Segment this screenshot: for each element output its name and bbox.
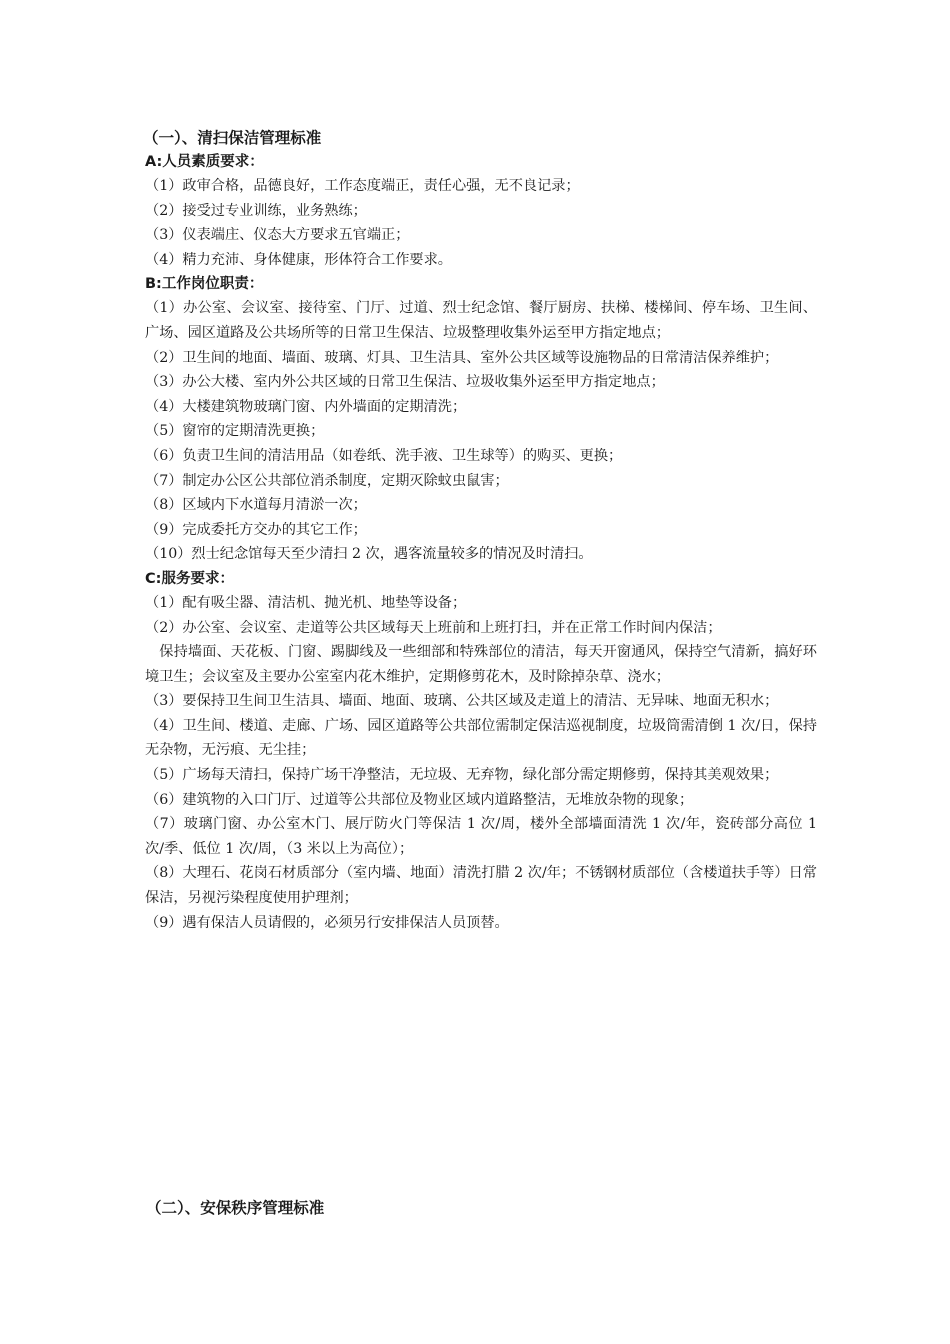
- part-b-item: （9）完成委托方交办的其它工作；: [145, 521, 367, 538]
- part-c-heading: C:服务要求：: [145, 570, 234, 587]
- part-b-item: （7）制定办公区公共部位消杀制度，定期灭除蚊虫鼠害；: [145, 472, 509, 489]
- part-c-item: （3）要保持卫生间卫生洁具、墙面、地面、玻璃、公共区域及走道上的清洁、无异味、地面无积水；: [145, 693, 779, 710]
- part-a-item: （1）政审合格，品德良好，工作态度端正，责任心强，无不良记录；: [145, 178, 580, 194]
- part-c-item: （9）遇有保洁人员请假的，必须另行安排保洁人员顶替。: [145, 914, 509, 931]
- part-b-item: （2）卫生间的地面、墙面、玻璃、灯具、卫生洁具、室外公共区域等设施物品的日常清洁保养维护；: [145, 349, 779, 366]
- part-b-item: （5）窗帘的定期清洗更换；: [145, 423, 325, 440]
- part-c-item: （7）玻璃门窗、办公室木门、展厅防火门等保洁 1 次/周，楼外全部墙面清洗 1 次/年，瓷砖部分高位 1 次/季、低位 1 次/周，（3 米以上为高位）；: [145, 816, 817, 857]
- part-b-item: （3）办公大楼、室内外公共区域的日常卫生保洁、垃圾收集外运至甲方指定地点；: [145, 374, 665, 391]
- part-c-item: （4）卫生间、楼道、走廊、广场、园区道路等公共部位需制定保洁巡视制度，垃圾筒需清倒 1 次/日，保持无杂物，无污痕、无尘挂；: [145, 717, 817, 759]
- part-b-item: （8）区域内下水道每月清淤一次；: [145, 497, 367, 514]
- part-b-item: （4）大楼建筑物玻璃门窗、内外墙面的定期清洗；: [145, 398, 467, 415]
- part-a-item: （4）精力充沛、身体健康，形体符合工作要求。: [145, 251, 452, 268]
- part-c-item: （8）大理石、花岗石材质部分（室内墙、地面）清洗打腊 2 次/年；不锈钢材质部位（含楼道扶手等）日常保洁，另视污染程度使用护理剂；: [145, 865, 817, 907]
- part-c-item: （5）广场每天清扫，保持广场干净整洁，无垃圾、无弃物，绿化部分需定期修剪，保持其美观效果；: [145, 767, 779, 784]
- part-b-item: （6）负责卫生间的清洁用品（如卷纸、洗手液、卫生球等）的购买、更换；: [145, 447, 623, 464]
- part-c-item: （2）办公室、会议室、走道等公共区域每天上班前和上班打扫，并在正常工作时间内保洁；: [145, 619, 722, 636]
- section-2-title: （二）、安保秩序管理标准: [146, 1199, 325, 1217]
- part-c-item: 保持墙面、天花板、门窗、踢脚线及一些细部和特殊部位的清洁，每天开窗通风，保持空气清新，搞好环境卫生；会议室及主要办公室室内花木维护，定期修剪花木，及时除掉杂草、浇水；: [145, 644, 817, 685]
- part-a-item: （3）仪表端庄、仪态大方要求五官端正；: [145, 227, 410, 244]
- part-b-item: （1）办公室、会议室、接待室、门厅、过道、烈士纪念馆、餐厅厨房、扶梯、楼梯间、停车场、卫生间、广场、园区道路及公共场所等的日常卫生保洁、垃圾整理收集外运至甲方指定地点；: [145, 300, 817, 341]
- document-body: [145, 126, 817, 935]
- part-b-heading: B:工作岗位职责：: [145, 276, 264, 293]
- part-a-heading: A:人员素质要求：: [145, 154, 264, 170]
- part-c-item: （1）配有吸尘器、清洁机、抛光机、地垫等设备；: [145, 594, 467, 611]
- part-a-item: （2）接受过专业训练，业务熟练；: [145, 202, 367, 219]
- section-1-title: （一）、清扫保洁管理标准: [143, 129, 322, 147]
- part-b-item: （10）烈士纪念馆每天至少清扫 2 次，遇客流量较多的情况及时清扫。: [145, 546, 593, 563]
- part-c-item: （6）建筑物的入口门厅、过道等公共部位及物业区域内道路整洁，无堆放杂物的现象；: [145, 791, 694, 808]
